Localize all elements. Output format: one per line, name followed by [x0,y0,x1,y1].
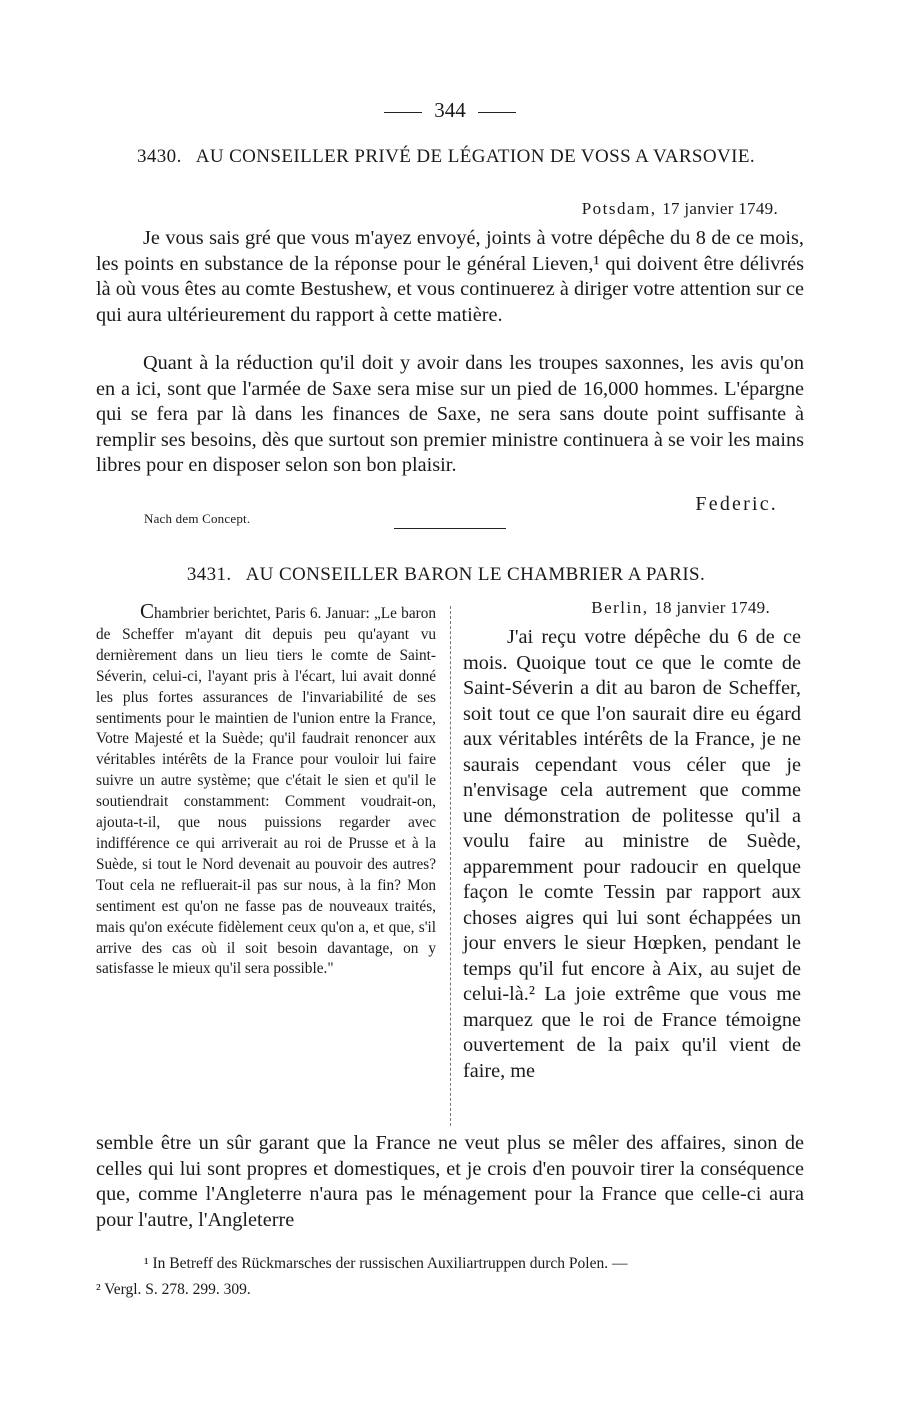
column-divider [450,606,451,1126]
page-number-dash-left [384,112,422,113]
dateline-place: Potsdam, [581,199,657,218]
letter-heading: AU CONSEILLER PRIVÉ DE LÉGATION DE VOSS A VARSOVIE. [195,146,756,167]
page-number [0,98,900,123]
letter-number: 3431. [186,564,232,585]
reply-continuation: semble être un sûr garant que la France ne veut plus se mêler des affaires, sinon de celles qui lui sont propres et domestiques, et je crois d'en pouvoir tirer la conséquence que, comme l'Angleterre n'aura pas le ménagement pour la France que celle-ci aura pour l'autre, l'Angleterre [96,1132,804,1231]
letter-heading: AU CONSEILLER BARON LE CHAMBRIER A PARIS. [245,564,706,585]
report-summary-column [96,601,436,980]
page-number-text: 344 [434,98,466,122]
dateline-date: 17 janvier 1749. [662,199,778,218]
dateline-place: Berlin, [591,598,649,617]
signature: Federic. [695,493,778,515]
page-number-dash-right [478,112,516,113]
report-initial-letter: C [140,599,155,623]
footnote-2: ² Vergl. S. 278. 299. 309. [96,1281,251,1298]
dateline-date: 18 janvier 1749. [654,598,770,617]
letter-3430-paragraph-1: Je vous sais gré que vous m'ayez envoyé, joints à votre dépêche du 8 de ce mois, les points en substance de la réponse pour le général Lieven,¹ qui doivent être délivrés là où vous êtes au comte Bestushew, et vous continuerez à diriger votre attention sur ce qui aura ultérieurement du rapport à cette matière. [96,227,804,326]
letter-3430-title [96,145,796,169]
letter-number: 3430. [136,146,182,167]
letter-3430-paragraph-2: Quant à la réduction qu'il doit y avoir dans les troupes saxonnes, les avis qu'on en a ici, sont que l'armée de Saxe sera mise sur un pied de 16,000 hommes. L'épargne qui se fera par là dans les finances de Saxe, ne sera sans doute point suffisante à remplir ses besoins, dès que surtout son premier ministre continuera à se voir les mains libres pour en disposer selon son bon plaisir. [96,352,804,476]
footnote-1: ¹ In Betreff des Rückmarsches der russischen Auxiliartruppen durch Polen. — [144,1255,628,1272]
letter-3430-dateline [582,199,778,219]
section-divider [394,528,506,529]
letter-3431-dateline [591,598,770,618]
letter-3431-title [96,563,796,587]
reply-column: J'ai reçu votre dépêche du 6 de ce mois. Quoique tout ce que le comte de Saint-Séverin a dit au baron de Scheffer, soit tout ce que l'on saurait dire eu égard aux véritables intérêts de la France, je ne saurais cependant vous céler que je n'envisage cela autrement que comme une démonstration de politesse qu'il a voulu faire au ministre de Suède, apparemment pour radoucir en quelque façon le comte Tessin par rapport aux choses aigres qui lui sont échappées un jour envers le sieur Hœpken, pendant le temps qu'il fut encore à Aix, au sujet de celui-là.² La joie extrême que vous me marquez que le roi de France témoigne ouvertement de la paix qu'il vient de faire, me [463,626,801,1082]
footnotes [96,1251,804,1303]
source-note: Nach dem Concept. [144,511,251,526]
report-summary-text: hambrier berichtet, Paris 6. Januar: „Le baron de Scheffer m'ayant dit depuis peu qu'ayant vu dernièrement dans un lieu tiers le comte de Saint-Séverin, celui-ci, l'ayant pris à l'écart, lui avait donné les plus fortes assurances de l'invariabilité de ses sentiments pour le maintien de l'union entre la France, Votre Majesté et la Suède; qu'il faudrait renoncer aux véritables intérêts de la France pour vouloir lui faire suivre un autre système; que c'était le sien et qu'il le soutiendrait constamment: Comment voudrait-on, ajouta-t-il, que nous puissions regarder avec indifférence ce qui arriverait au roi de Prusse et à la Suède, si tout le Nord devenait au pouvoir des autres? Tout cela ne refluerait-il pas sur nous, à la fin? Mon sentiment est qu'on ne fasse pas de nouveaux traités, mais qu'on exécute fidèlement ceux qu'on a, et que, s'il arrive des cas où il soit besoin davantage, on y satisfasse le mieux qu'il sera possible." [96,605,436,978]
